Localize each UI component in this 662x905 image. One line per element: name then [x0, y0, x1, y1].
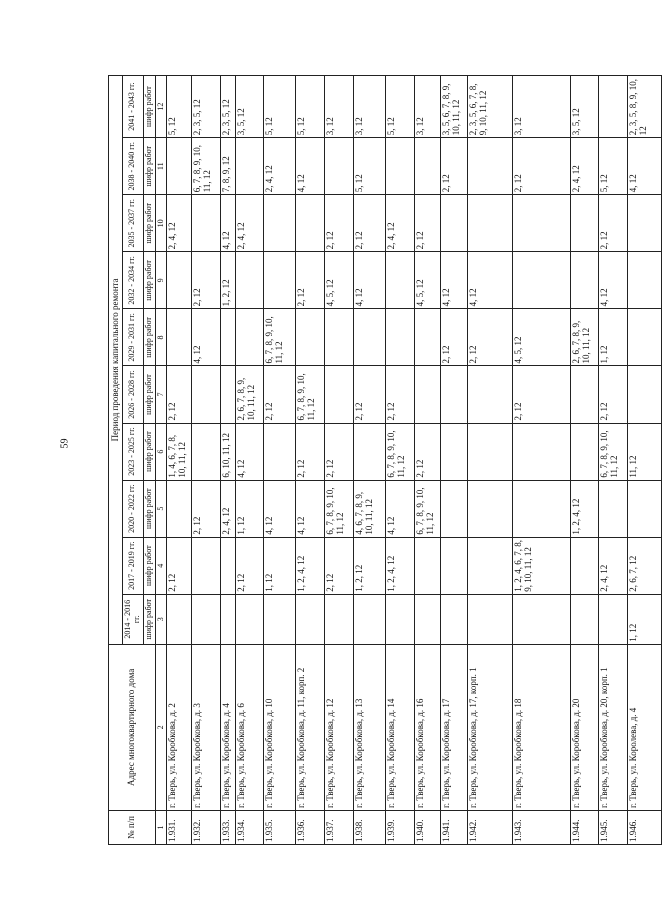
table-row — [513, 76, 571, 845]
header-code-label: шифр работ — [143, 138, 155, 195]
work-codes-cell — [571, 366, 599, 423]
table-row — [325, 76, 354, 845]
column-number: 4 — [155, 537, 167, 594]
work-codes-cell: 1, 2, 4, 6, 7, 8, 9, 10, 11, 12 — [513, 537, 571, 594]
work-codes-cell — [296, 195, 325, 252]
header-code-label: шифр работ — [143, 195, 155, 252]
row-number: 1.934. — [236, 810, 264, 844]
work-codes-cell: 4, 12 — [354, 252, 386, 309]
work-codes-cell — [513, 252, 571, 309]
work-codes-cell — [192, 366, 221, 423]
work-codes-cell: 1, 12 — [628, 594, 662, 644]
header-code-label: шифр работ — [143, 76, 155, 138]
work-codes-cell: 2, 12 — [513, 138, 571, 195]
work-codes-cell: 2, 4, 12 — [264, 138, 296, 195]
column-number: 9 — [155, 252, 167, 309]
row-number: 1.941. — [441, 810, 468, 844]
work-codes-cell — [192, 594, 221, 644]
row-address: г. Тверь, ул. Коробкова, д. 16 — [415, 644, 441, 810]
work-codes-cell: 4, 12 — [236, 423, 264, 480]
row-address: г. Тверь, ул. Коробкова, д. 20, корп. 1 — [599, 644, 628, 810]
table-row — [236, 76, 264, 845]
header-period-4: 2023 - 2025 гг. — [123, 423, 144, 480]
header-period-8: 2035 - 2037 гг. — [123, 195, 144, 252]
work-codes-cell: 6, 7, 8, 9, 10, 11, 12 — [192, 138, 221, 195]
work-codes-cell: 3, 12 — [415, 76, 441, 138]
row-address: г. Тверь, ул. Коробкова, д. 6 — [236, 644, 264, 810]
table-row — [468, 76, 513, 845]
work-codes-cell — [325, 138, 354, 195]
work-codes-cell: 4, 12 — [264, 480, 296, 537]
capital-repair-table — [108, 75, 662, 845]
work-codes-cell — [468, 423, 513, 480]
work-codes-cell: 5, 12 — [264, 76, 296, 138]
work-codes-cell — [441, 195, 468, 252]
table-row — [264, 76, 296, 845]
work-codes-cell: 2, 12 — [325, 195, 354, 252]
work-codes-cell — [192, 537, 221, 594]
work-codes-cell — [167, 309, 192, 366]
work-codes-cell: 2, 12 — [468, 309, 513, 366]
work-codes-cell: 1, 12 — [264, 537, 296, 594]
header-code-label: шифр работ — [143, 309, 155, 366]
row-address: г. Тверь, ул. Коробкова, д. 12 — [325, 644, 354, 810]
row-number: 1.933. — [221, 810, 236, 844]
column-number: 6 — [155, 423, 167, 480]
work-codes-cell — [415, 366, 441, 423]
header-code-label: шифр работ — [143, 252, 155, 309]
work-codes-cell — [386, 309, 415, 366]
work-codes-cell: 1, 2, 4, 12 — [386, 537, 415, 594]
work-codes-cell: 4, 12 — [441, 252, 468, 309]
row-number: 1.945. — [599, 810, 628, 844]
work-codes-cell: 6, 10, 11, 12 — [221, 423, 236, 480]
column-number: 12 — [155, 76, 167, 138]
work-codes-cell: 3, 12 — [325, 76, 354, 138]
work-codes-cell — [513, 480, 571, 537]
row-number: 1.937. — [325, 810, 354, 844]
column-number: 11 — [155, 138, 167, 195]
work-codes-cell — [468, 537, 513, 594]
header-period-9: 2038 - 2040 гг. — [123, 138, 144, 195]
work-codes-cell: 2, 4, 12 — [386, 195, 415, 252]
work-codes-cell: 2, 12 — [441, 309, 468, 366]
work-codes-cell — [386, 594, 415, 644]
header-code-label: шифр работ — [143, 423, 155, 480]
table-row — [571, 76, 599, 845]
row-address: г. Тверь, ул. Коробкова, д. 20 — [571, 644, 599, 810]
work-codes-cell: 2, 6, 7, 8, 9, 10, 11, 12 — [571, 309, 599, 366]
column-number: 8 — [155, 309, 167, 366]
work-codes-cell — [441, 537, 468, 594]
work-codes-cell: 2, 12 — [415, 195, 441, 252]
work-codes-cell: 1, 2, 4, 12 — [296, 537, 325, 594]
work-codes-cell: 5, 12 — [296, 76, 325, 138]
work-codes-cell — [221, 594, 236, 644]
work-codes-cell — [513, 195, 571, 252]
work-codes-cell: 2, 4, 12 — [236, 195, 264, 252]
work-codes-cell — [468, 480, 513, 537]
row-address: г. Тверь, ул. Коробкова, д. 14 — [386, 644, 415, 810]
work-codes-cell — [468, 594, 513, 644]
row-address: г. Тверь, ул. Королева, д. 4 — [628, 644, 662, 810]
work-codes-cell — [441, 423, 468, 480]
table-row — [167, 76, 192, 845]
work-codes-cell — [441, 594, 468, 644]
work-codes-cell: 4, 12 — [296, 138, 325, 195]
work-codes-cell — [628, 366, 662, 423]
work-codes-cell: 5, 12 — [167, 76, 192, 138]
work-codes-cell — [296, 594, 325, 644]
table-row — [441, 76, 468, 845]
work-codes-cell — [599, 480, 628, 537]
row-address: г. Тверь, ул. Коробкова, д. 10 — [264, 644, 296, 810]
rotated-table-wrapper — [108, 75, 649, 845]
work-codes-cell: 2, 12 — [599, 366, 628, 423]
work-codes-cell — [513, 594, 571, 644]
work-codes-cell — [192, 195, 221, 252]
work-codes-cell — [167, 138, 192, 195]
table-row — [354, 76, 386, 845]
table-row — [415, 76, 441, 845]
work-codes-cell: 4, 6, 7, 8, 9, 10, 11, 12 — [354, 480, 386, 537]
row-address: г. Тверь, ул. Коробкова, д. 18 — [513, 644, 571, 810]
work-codes-cell — [296, 309, 325, 366]
row-number: 1.939. — [386, 810, 415, 844]
work-codes-cell: 3, 12 — [354, 76, 386, 138]
work-codes-cell — [599, 594, 628, 644]
work-codes-cell: 2, 12 — [599, 195, 628, 252]
work-codes-cell — [221, 309, 236, 366]
work-codes-cell: 2, 12 — [325, 423, 354, 480]
work-codes-cell — [415, 537, 441, 594]
work-codes-cell — [354, 423, 386, 480]
column-number: 1 — [155, 810, 167, 844]
table-row — [599, 76, 628, 845]
work-codes-cell: 2, 3, 5, 8, 9, 10, 12 — [628, 76, 662, 138]
header-code-label: шифр работ — [143, 594, 155, 644]
work-codes-cell — [468, 138, 513, 195]
work-codes-cell: 6, 7, 8, 9, 10, 11, 12 — [386, 423, 415, 480]
work-codes-cell — [571, 537, 599, 594]
row-number: 1.943. — [513, 810, 571, 844]
work-codes-cell — [192, 423, 221, 480]
work-codes-cell: 2, 6, 7, 12 — [628, 537, 662, 594]
work-codes-cell — [167, 594, 192, 644]
work-codes-cell: 11, 12 — [628, 423, 662, 480]
work-codes-cell — [354, 309, 386, 366]
work-codes-cell: 3, 5, 12 — [236, 76, 264, 138]
work-codes-cell: 4, 5, 12 — [325, 252, 354, 309]
work-codes-cell: 7, 8, 9, 12 — [221, 138, 236, 195]
work-codes-cell — [236, 309, 264, 366]
work-codes-cell — [221, 366, 236, 423]
header-period-7: 2032 - 2034 гг. — [123, 252, 144, 309]
work-codes-cell: 2, 12 — [264, 366, 296, 423]
work-codes-cell: 4, 12 — [192, 309, 221, 366]
header-period-10: 2041 - 2043 гг. — [123, 76, 144, 138]
work-codes-cell — [415, 138, 441, 195]
work-codes-cell: 2, 4, 12 — [167, 195, 192, 252]
work-codes-cell: 2, 12 — [386, 366, 415, 423]
work-codes-cell: 1, 12 — [599, 309, 628, 366]
work-codes-cell: 6, 7, 8, 9, 10, 11, 12 — [296, 366, 325, 423]
work-codes-cell — [325, 309, 354, 366]
header-address: Адрес многоквартирного дома — [109, 644, 156, 810]
work-codes-cell: 2, 3, 5, 12 — [192, 76, 221, 138]
row-address: г. Тверь, ул. Коробкова, д. 17 — [441, 644, 468, 810]
work-codes-cell — [415, 309, 441, 366]
work-codes-cell — [386, 138, 415, 195]
work-codes-cell — [415, 594, 441, 644]
work-codes-cell: 4, 5, 12 — [513, 309, 571, 366]
work-codes-cell: 4, 12 — [221, 195, 236, 252]
header-period-6: 2029 - 2031 гг. — [123, 309, 144, 366]
work-codes-cell: 2, 12 — [415, 423, 441, 480]
work-codes-cell: 6, 7, 8, 9, 10, 11, 12 — [599, 423, 628, 480]
work-codes-cell — [571, 423, 599, 480]
work-codes-cell — [571, 594, 599, 644]
row-number: 1.940. — [415, 810, 441, 844]
work-codes-cell — [468, 366, 513, 423]
work-codes-cell: 3, 5, 12 — [571, 76, 599, 138]
work-codes-cell: 2, 6, 7, 8, 9, 10, 11, 12 — [236, 366, 264, 423]
table-row — [192, 76, 221, 845]
work-codes-cell: 2, 12 — [192, 252, 221, 309]
work-codes-cell — [468, 195, 513, 252]
row-number: 1.938. — [354, 810, 386, 844]
work-codes-cell: 4, 5, 12 — [415, 252, 441, 309]
header-period-5: 2026 - 2028 гг. — [123, 366, 144, 423]
work-codes-cell: 2, 12 — [167, 537, 192, 594]
work-codes-cell — [571, 195, 599, 252]
work-codes-cell: 2, 4, 12 — [571, 138, 599, 195]
work-codes-cell: 6, 7, 8, 9, 10, 11, 12 — [415, 480, 441, 537]
work-codes-cell: 2, 12 — [354, 366, 386, 423]
work-codes-cell: 1, 2, 12 — [354, 537, 386, 594]
header-code-label: шифр работ — [143, 537, 155, 594]
work-codes-cell — [325, 366, 354, 423]
work-codes-cell — [167, 252, 192, 309]
work-codes-cell: 2, 3, 5, 12 — [221, 76, 236, 138]
row-number: 1.935. — [264, 810, 296, 844]
work-codes-cell — [236, 138, 264, 195]
work-codes-cell: 2, 12 — [192, 480, 221, 537]
work-codes-cell — [628, 195, 662, 252]
work-codes-cell — [264, 195, 296, 252]
work-codes-cell — [325, 594, 354, 644]
work-codes-cell: 4, 12 — [599, 252, 628, 309]
work-codes-cell: 2, 12 — [296, 423, 325, 480]
work-codes-cell — [441, 366, 468, 423]
work-codes-cell — [264, 423, 296, 480]
table-row — [221, 76, 236, 845]
work-codes-cell — [386, 252, 415, 309]
row-number: 1.932. — [192, 810, 221, 844]
header-num: № п/п — [109, 810, 156, 844]
work-codes-cell — [264, 252, 296, 309]
row-address: г. Тверь, ул. Коробкова, д. 4 — [221, 644, 236, 810]
row-address: г. Тверь, ул. Коробкова, д. 2 — [167, 644, 192, 810]
work-codes-cell — [354, 594, 386, 644]
column-number: 7 — [155, 366, 167, 423]
row-address: г. Тверь, ул. Коробкова, д. 11, корп. 2 — [296, 644, 325, 810]
work-codes-cell: 3, 12 — [513, 76, 571, 138]
work-codes-cell: 5, 12 — [599, 138, 628, 195]
column-number: 2 — [155, 644, 167, 810]
work-codes-cell: 5, 12 — [354, 138, 386, 195]
work-codes-cell: 2, 4, 12 — [221, 480, 236, 537]
work-codes-cell — [628, 480, 662, 537]
work-codes-cell — [264, 594, 296, 644]
work-codes-cell: 2, 4, 12 — [599, 537, 628, 594]
header-period-1: 2014 - 2016 гг. — [123, 594, 144, 644]
work-codes-cell — [221, 537, 236, 594]
row-address: г. Тверь, ул. Коробкова, д. 13 — [354, 644, 386, 810]
work-codes-cell — [167, 480, 192, 537]
column-number: 3 — [155, 594, 167, 644]
table-row — [386, 76, 415, 845]
header-period-3: 2020 - 2022 гг. — [123, 480, 144, 537]
work-codes-cell — [513, 423, 571, 480]
work-codes-cell: 2, 12 — [236, 537, 264, 594]
work-codes-cell: 4, 12 — [468, 252, 513, 309]
work-codes-cell: 1, 12 — [236, 480, 264, 537]
work-codes-cell — [236, 252, 264, 309]
header-code-label: шифр работ — [143, 366, 155, 423]
work-codes-cell: 5, 12 — [386, 76, 415, 138]
work-codes-cell: 6, 7, 8, 9, 10, 11, 12 — [264, 309, 296, 366]
work-codes-cell: 2, 12 — [167, 366, 192, 423]
work-codes-cell — [628, 309, 662, 366]
work-codes-cell — [628, 252, 662, 309]
row-address: г. Тверь, ул. Коробкова, д. 3 — [192, 644, 221, 810]
row-address: г. Тверь, ул. Коробкова, д. 17, корп. 1 — [468, 644, 513, 810]
header-period-2: 2017 - 2019 гг. — [123, 537, 144, 594]
page-number: 59 — [59, 438, 71, 449]
table-row — [628, 76, 662, 845]
row-number: 1.931. — [167, 810, 192, 844]
table-row — [296, 76, 325, 845]
row-number: 1.946. — [628, 810, 662, 844]
work-codes-cell: 3, 5, 6, 7, 8, 9, 10, 11, 12 — [441, 76, 468, 138]
work-codes-cell: 2, 3, 5, 6, 7, 8, 9, 10, 11, 12 — [468, 76, 513, 138]
column-number: 5 — [155, 480, 167, 537]
header-period: Период проведения капитального ремонта — [109, 76, 123, 645]
work-codes-cell — [571, 252, 599, 309]
work-codes-cell: 4, 12 — [628, 138, 662, 195]
row-number: 1.944. — [571, 810, 599, 844]
work-codes-cell: 2, 12 — [441, 138, 468, 195]
work-codes-cell: 2, 12 — [296, 252, 325, 309]
work-codes-cell: 2, 12 — [513, 366, 571, 423]
row-number: 1.936. — [296, 810, 325, 844]
work-codes-cell: 2, 12 — [354, 195, 386, 252]
work-codes-cell: 1, 2, 4, 12 — [571, 480, 599, 537]
work-codes-cell: 6, 7, 8, 9, 10, 11, 12 — [325, 480, 354, 537]
work-codes-cell: 4, 12 — [296, 480, 325, 537]
work-codes-cell: 1, 4, 6, 7, 8, 10, 11, 12 — [167, 423, 192, 480]
work-codes-cell — [599, 76, 628, 138]
work-codes-cell — [236, 594, 264, 644]
work-codes-cell — [441, 480, 468, 537]
header-code-label: шифр работ — [143, 480, 155, 537]
work-codes-cell: 4, 12 — [386, 480, 415, 537]
work-codes-cell: 1, 2, 12 — [221, 252, 236, 309]
column-number: 10 — [155, 195, 167, 252]
work-codes-cell: 2, 12 — [325, 537, 354, 594]
row-number: 1.942. — [468, 810, 513, 844]
